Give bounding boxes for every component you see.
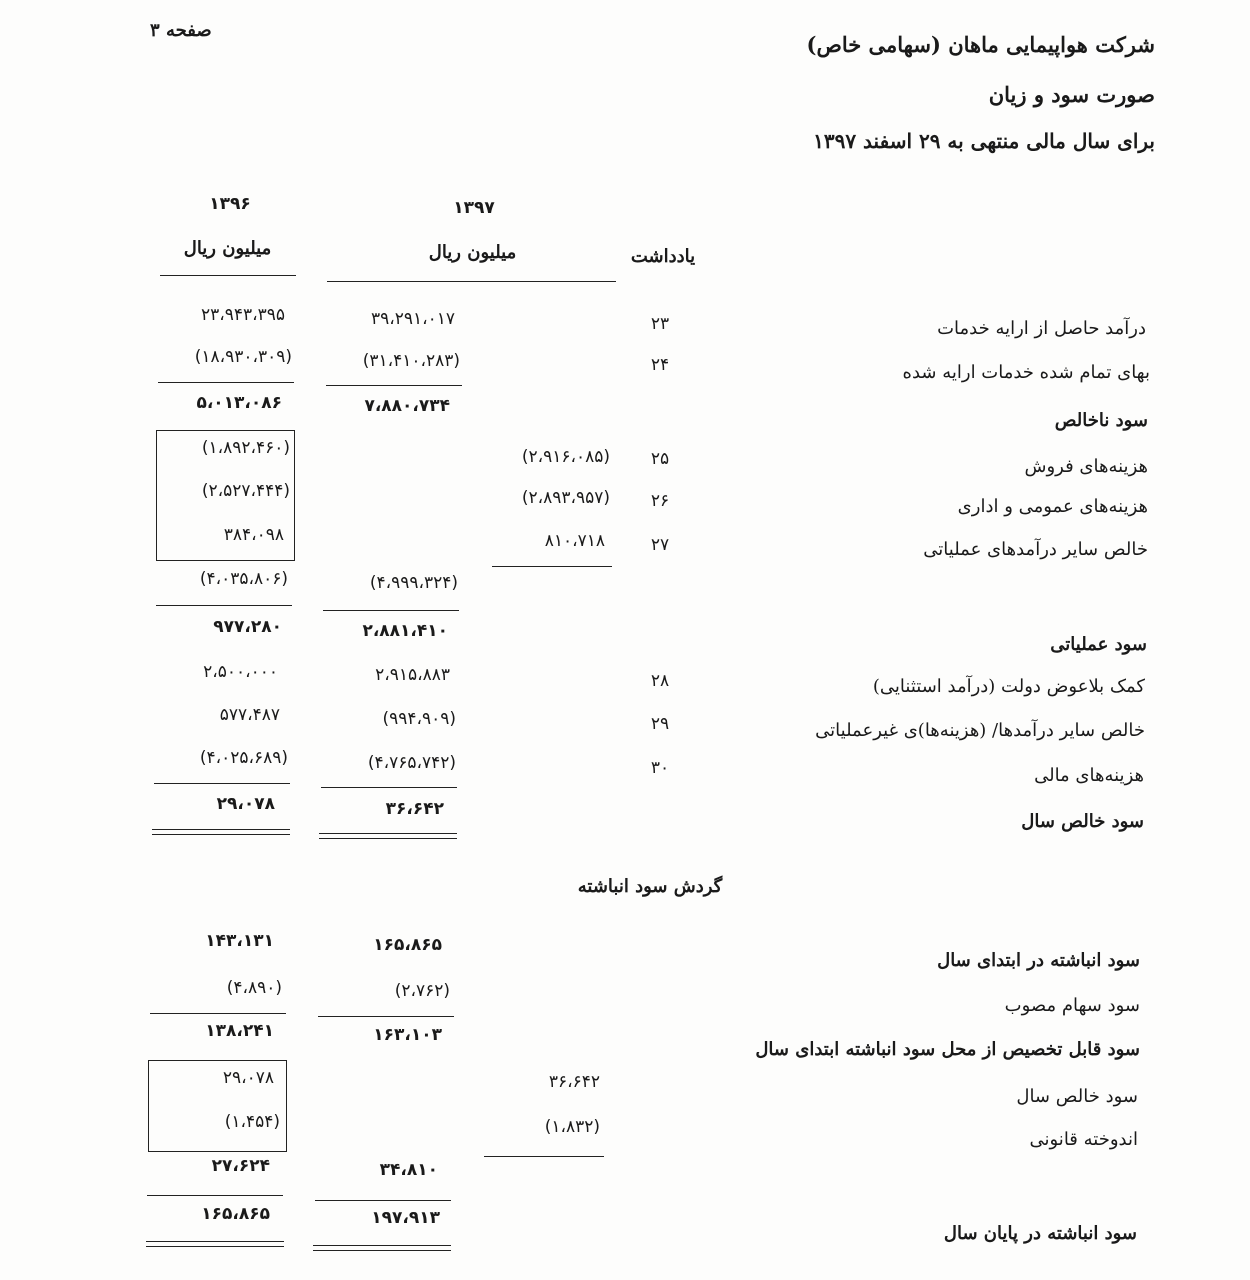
total-double-rule [313,1245,451,1251]
year-prior-heading: ۱۳۹۶ [209,194,251,214]
detail-amount: (۲،۸۹۳،۹۵۷) [521,488,610,508]
company-name: شرکت هواپیمایی ماهان (سهامی خاص) [806,32,1155,57]
amount-prior: (۴،۸۹۰) [226,978,282,998]
row-label: خالص سایر درآمدها/ (هزینه‌ها)ی غیرعملیاتی [815,720,1145,741]
amount-prior: ۲،۵۰۰،۰۰۰ [203,662,278,682]
note-ref: ۳۰ [650,758,670,778]
amount-prior: (۱،۸۹۲،۴۶۰) [201,438,290,458]
amount-current: ۳۴،۸۱۰ [379,1160,438,1180]
amount-prior: (۴،۰۳۵،۸۰۶) [199,569,288,589]
detail-amount: ۳۶،۶۴۲ [548,1072,600,1092]
amount-current: ۲،۸۸۱،۴۱۰ [362,621,448,641]
subtotal-rule [323,610,459,611]
row-label: هزینه‌های عمومی و اداری [957,496,1148,517]
row-label: سود قابل تخصیص از محل سود انباشته ابتدای سال [755,1039,1140,1060]
amount-current: (۴،۹۹۹،۳۲۴) [369,573,458,593]
year-current-heading: ۱۳۹۷ [453,198,495,218]
amount-current: (۲،۷۶۲) [394,981,450,1001]
unit-current-heading: میلیون ریال [428,242,517,263]
unit-prior-heading: میلیون ریال [183,238,272,259]
total-double-rule [152,829,290,835]
amount-current: ۷،۸۸۰،۷۳۴ [364,396,450,416]
row-label: خالص سایر درآمدهای عملیاتی [923,539,1148,560]
amount-current: (۳۱،۴۱۰،۲۸۳) [362,351,460,371]
row-label: سود انباشته در ابتدای سال [937,950,1140,971]
row-label: کمک بلاعوض دولت (درآمد استثنایی) [872,676,1145,697]
amount-prior: ۲۳،۹۴۳،۳۹۵ [200,305,285,325]
detail-subtotal-rule [484,1156,604,1157]
amount-prior: ۱۶۵،۸۶۵ [201,1204,270,1224]
statement-title: صورت سود و زیان [988,82,1155,107]
subtotal-rule [154,783,290,784]
amount-current: (۹۹۴،۹۰۹) [382,709,456,729]
row-label: سود خالص سال [1021,811,1144,832]
header-rule-prior [160,275,296,276]
amount-prior: ۵،۰۱۳،۰۸۶ [196,393,282,413]
amount-prior: (۴،۰۲۵،۶۸۹) [199,748,288,768]
amount-prior: ۲۷،۶۲۴ [211,1156,270,1176]
row-label: اندوخته قانونی [1029,1129,1138,1150]
subtotal-rule [150,1013,286,1014]
row-label: سود عملیاتی [1050,634,1147,655]
subtotal-rule [156,605,292,606]
amount-prior: ۱۴۳،۱۳۱ [205,931,274,951]
total-double-rule [319,833,457,839]
detail-amount: (۱،۸۳۲) [544,1117,600,1137]
amount-prior: ۱۳۸،۲۴۱ [205,1021,274,1041]
subtotal-rule [147,1195,283,1196]
row-label: هزینه‌های مالی [1034,765,1144,786]
row-label: سود ناخالص [1054,410,1148,431]
note-ref: ۲۶ [650,491,670,511]
subtotal-rule [318,1016,454,1017]
note-ref: ۲۴ [650,355,670,375]
page-number: صفحه ۳ [150,20,212,41]
subtotal-rule [321,787,457,788]
row-label: سود خالص سال [1016,1086,1138,1107]
amount-prior: ۲۹،۰۷۸ [216,794,275,814]
retained-earnings-title: گردش سود انباشته [577,876,723,897]
note-heading: یادداشت [630,246,696,267]
amount-prior: ۵۷۷،۴۸۷ [219,705,280,725]
total-double-rule [146,1241,284,1247]
note-ref: ۲۸ [650,671,670,691]
subtotal-rule [315,1200,451,1201]
amount-prior: ۳۸۴،۰۹۸ [223,525,284,545]
amount-current: ۲،۹۱۵،۸۸۳ [375,665,450,685]
row-label: سود انباشته در پایان سال [943,1223,1137,1244]
detail-amount: (۲،۹۱۶،۰۸۵) [521,447,610,467]
detail-subtotal-rule [492,566,612,567]
subtotal-rule [158,382,294,383]
amount-prior: ۲۹،۰۷۸ [222,1068,274,1088]
row-label: درآمد حاصل از ارایه خدمات [937,318,1146,339]
amount-current: ۱۶۵،۸۶۵ [373,935,442,955]
row-label: بهای تمام شده خدمات ارایه شده [902,362,1150,383]
amount-current: ۱۶۳،۱۰۳ [373,1025,442,1045]
row-label: سود سهام مصوب [1004,995,1140,1016]
row-label: هزینه‌های فروش [1024,456,1148,477]
amount-prior: (۲،۵۲۷،۴۴۴) [201,481,290,501]
note-ref: ۲۹ [650,714,670,734]
amount-current: ۱۹۷،۹۱۳ [371,1208,440,1228]
amount-prior: ۹۷۷،۲۸۰ [213,617,282,637]
amount-current: ۳۶،۶۴۲ [385,799,444,819]
note-ref: ۲۷ [650,535,670,555]
note-ref: ۲۵ [650,449,670,469]
detail-amount: ۸۱۰،۷۱۸ [544,531,605,551]
amount-current: ۳۹،۲۹۱،۰۱۷ [370,309,455,329]
amount-current: (۴،۷۶۵،۷۴۲) [367,753,456,773]
note-ref: ۲۳ [650,314,670,334]
subtotal-rule [326,385,462,386]
statement-period: برای سال مالی منتهی به ۲۹ اسفند ۱۳۹۷ [813,129,1155,153]
amount-prior: (۱،۴۵۴) [224,1112,280,1132]
header-rule-current [327,281,616,282]
amount-prior: (۱۸،۹۳۰،۳۰۹) [194,347,292,367]
